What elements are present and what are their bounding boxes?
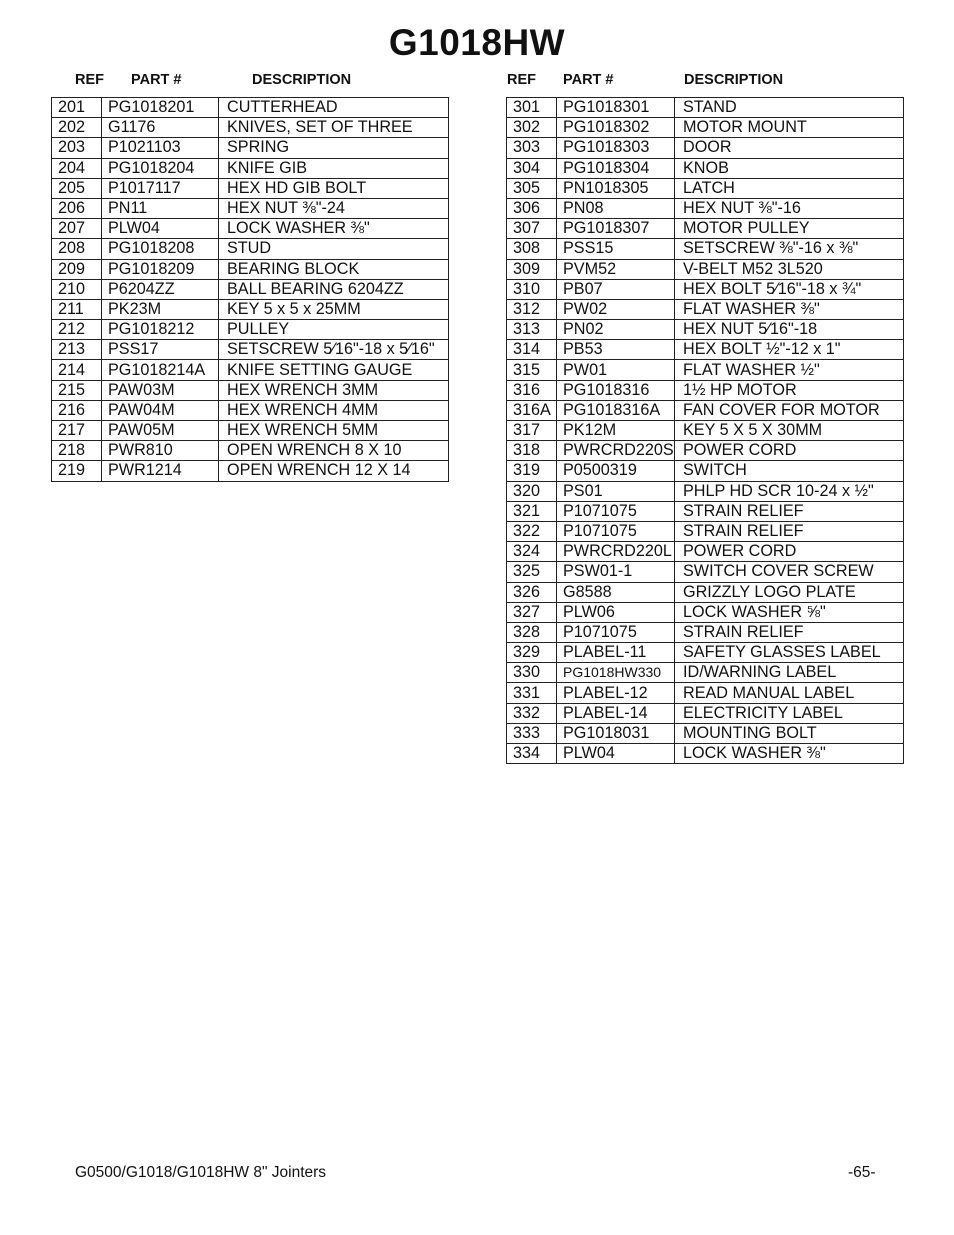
table-row	[507, 461, 904, 481]
part-number-cell: PAW03M	[102, 380, 219, 400]
description-cell: STRAIN RELIEF	[675, 521, 904, 541]
ref-cell: 334	[507, 744, 557, 764]
ref-cell: 316	[507, 380, 557, 400]
description-cell: KEY 5 x 5 x 25MM	[219, 299, 449, 319]
ref-cell: 216	[52, 400, 102, 420]
ref-cell: 312	[507, 299, 557, 319]
footer-manual-title: G0500/G1018/G1018HW 8" Jointers	[75, 1164, 327, 1181]
part-header: PART #	[131, 72, 182, 88]
part-number-cell: P6204ZZ	[102, 279, 219, 299]
description-cell: LOCK WASHER ⅜"	[675, 744, 904, 764]
table-row	[52, 441, 449, 461]
ref-cell: 215	[52, 380, 102, 400]
part-number-cell: PWR1214	[102, 461, 219, 481]
ref-cell: 317	[507, 421, 557, 441]
description-cell: POWER CORD	[675, 441, 904, 461]
part-number-cell: PG1018307	[557, 219, 675, 239]
ref-cell: 219	[52, 461, 102, 481]
part-number-cell: PK23M	[102, 299, 219, 319]
ref-header: REF	[75, 72, 104, 88]
table-row	[507, 259, 904, 279]
part-number-cell: PG1018212	[102, 320, 219, 340]
ref-cell: 322	[507, 521, 557, 541]
table-row	[507, 643, 904, 663]
description-cell: FAN COVER FOR MOTOR	[675, 400, 904, 420]
description-cell: POWER CORD	[675, 542, 904, 562]
part-number-cell: P1021103	[102, 138, 219, 158]
description-cell: OPEN WRENCH 8 X 10	[219, 441, 449, 461]
table-row	[507, 198, 904, 218]
part-number-cell: PG1018201	[102, 98, 219, 118]
description-cell: 1½ HP MOTOR	[675, 380, 904, 400]
table-row	[507, 340, 904, 360]
table-row	[52, 320, 449, 340]
part-number-cell: PLABEL-11	[557, 643, 675, 663]
ref-cell: 308	[507, 239, 557, 259]
part-number-cell: PG1018031	[557, 723, 675, 743]
description-cell: HEX WRENCH 5MM	[219, 421, 449, 441]
ref-cell: 318	[507, 441, 557, 461]
description-cell: KNOB	[675, 158, 904, 178]
table-row	[507, 441, 904, 461]
description-cell: READ MANUAL LABEL	[675, 683, 904, 703]
ref-cell: 326	[507, 582, 557, 602]
description-cell: SAFETY GLASSES LABEL	[675, 643, 904, 663]
ref-cell: 319	[507, 461, 557, 481]
description-cell: ID/WARNING LABEL	[675, 663, 904, 683]
description-cell: HEX NUT ⅜"-16	[675, 198, 904, 218]
ref-cell: 217	[52, 421, 102, 441]
table-row	[507, 118, 904, 138]
description-cell: FLAT WASHER ½"	[675, 360, 904, 380]
part-number-cell: PWRCRD220S	[557, 441, 675, 461]
part-number-cell: PG1018316	[557, 380, 675, 400]
description-cell: SWITCH	[675, 461, 904, 481]
table-row	[52, 198, 449, 218]
description-cell: HEX NUT 5⁄16"-18	[675, 320, 904, 340]
ref-cell: 303	[507, 138, 557, 158]
part-number-cell: G8588	[557, 582, 675, 602]
ref-cell: 302	[507, 118, 557, 138]
table-row	[507, 683, 904, 703]
table-row	[507, 501, 904, 521]
table-row	[507, 602, 904, 622]
ref-header: REF	[507, 72, 536, 88]
ref-cell: 314	[507, 340, 557, 360]
ref-cell: 207	[52, 219, 102, 239]
part-number-cell: PG1018HW330	[557, 663, 675, 683]
table-row	[52, 259, 449, 279]
part-number-cell: PWRCRD220L	[557, 542, 675, 562]
ref-cell: 313	[507, 320, 557, 340]
table-row	[507, 98, 904, 118]
table-row	[507, 400, 904, 420]
ref-cell: 202	[52, 118, 102, 138]
table-row	[507, 299, 904, 319]
part-number-cell: PLW06	[557, 602, 675, 622]
table-row	[507, 360, 904, 380]
ref-cell: 208	[52, 239, 102, 259]
part-number-cell: PW01	[557, 360, 675, 380]
description-cell: V-BELT M52 3L520	[675, 259, 904, 279]
description-cell: GRIZZLY LOGO PLATE	[675, 582, 904, 602]
description-cell: LOCK WASHER ⅜"	[219, 219, 449, 239]
part-number-cell: PG1018214A	[102, 360, 219, 380]
ref-cell: 310	[507, 279, 557, 299]
ref-cell: 328	[507, 622, 557, 642]
part-number-cell: PG1018316A	[557, 400, 675, 420]
description-cell: KNIVES, SET OF THREE	[219, 118, 449, 138]
part-number-cell: PLABEL-14	[557, 703, 675, 723]
table-row	[52, 98, 449, 118]
part-number-cell: P1071075	[557, 521, 675, 541]
table-row	[52, 340, 449, 360]
description-cell: HEX BOLT 5⁄16"-18 x ¾"	[675, 279, 904, 299]
ref-cell: 307	[507, 219, 557, 239]
part-header: PART #	[563, 72, 614, 88]
part-number-cell: PN02	[557, 320, 675, 340]
table-row	[507, 219, 904, 239]
ref-cell: 213	[52, 340, 102, 360]
table-row	[507, 239, 904, 259]
table-row	[507, 622, 904, 642]
table-row	[507, 178, 904, 198]
description-cell: HEX WRENCH 3MM	[219, 380, 449, 400]
part-number-cell: PN11	[102, 198, 219, 218]
part-number-cell: PG1018204	[102, 158, 219, 178]
part-number-cell: PG1018208	[102, 239, 219, 259]
description-header: DESCRIPTION	[684, 72, 784, 88]
ref-cell: 315	[507, 360, 557, 380]
part-number-cell: PK12M	[557, 421, 675, 441]
part-number-cell: PB07	[557, 279, 675, 299]
table-row	[507, 481, 904, 501]
table-row	[52, 158, 449, 178]
table-row	[52, 360, 449, 380]
part-number-cell: PG1018304	[557, 158, 675, 178]
part-number-cell: PS01	[557, 481, 675, 501]
description-cell: KNIFE GIB	[219, 158, 449, 178]
part-number-cell: PSS15	[557, 239, 675, 259]
ref-cell: 204	[52, 158, 102, 178]
table-row	[507, 279, 904, 299]
table-row	[507, 158, 904, 178]
part-number-cell: PB53	[557, 340, 675, 360]
table-row	[507, 703, 904, 723]
description-cell: OPEN WRENCH 12 X 14	[219, 461, 449, 481]
part-number-cell: P1017117	[102, 178, 219, 198]
description-cell: LATCH	[675, 178, 904, 198]
ref-cell: 301	[507, 98, 557, 118]
ref-cell: 203	[52, 138, 102, 158]
description-cell: STRAIN RELIEF	[675, 501, 904, 521]
ref-cell: 305	[507, 178, 557, 198]
footer-page-number: -65-	[848, 1164, 876, 1181]
table-row	[507, 320, 904, 340]
description-cell: MOTOR MOUNT	[675, 118, 904, 138]
ref-cell: 329	[507, 643, 557, 663]
description-cell: SWITCH COVER SCREW	[675, 562, 904, 582]
table-row	[507, 542, 904, 562]
part-number-cell: P1071075	[557, 622, 675, 642]
description-cell: MOUNTING BOLT	[675, 723, 904, 743]
ref-cell: 304	[507, 158, 557, 178]
description-cell: SPRING	[219, 138, 449, 158]
table-row	[52, 178, 449, 198]
table-row	[507, 582, 904, 602]
description-cell: BEARING BLOCK	[219, 259, 449, 279]
description-cell: HEX HD GIB BOLT	[219, 178, 449, 198]
description-cell: HEX NUT ⅜"-24	[219, 198, 449, 218]
description-cell: STRAIN RELIEF	[675, 622, 904, 642]
part-number-cell: PLW04	[102, 219, 219, 239]
ref-cell: 211	[52, 299, 102, 319]
part-number-cell: PSW01-1	[557, 562, 675, 582]
table-row	[52, 239, 449, 259]
ref-cell: 210	[52, 279, 102, 299]
description-cell: ELECTRICITY LABEL	[675, 703, 904, 723]
part-number-cell: PW02	[557, 299, 675, 319]
part-number-cell: PN08	[557, 198, 675, 218]
parts-table-body	[507, 98, 904, 764]
ref-cell: 209	[52, 259, 102, 279]
ref-cell: 206	[52, 198, 102, 218]
ref-cell: 333	[507, 723, 557, 743]
part-number-cell: PG1018302	[557, 118, 675, 138]
description-cell: LOCK WASHER ⅝"	[675, 602, 904, 622]
table-row	[52, 219, 449, 239]
description-cell: STUD	[219, 239, 449, 259]
ref-cell: 327	[507, 602, 557, 622]
table-row	[507, 744, 904, 764]
ref-cell: 331	[507, 683, 557, 703]
ref-cell: 214	[52, 360, 102, 380]
part-number-cell: PLABEL-12	[557, 683, 675, 703]
table-row	[507, 521, 904, 541]
description-cell: PULLEY	[219, 320, 449, 340]
parts-table-left	[51, 97, 449, 482]
part-number-cell: PG1018209	[102, 259, 219, 279]
part-number-cell: P0500319	[557, 461, 675, 481]
table-row	[52, 421, 449, 441]
part-number-cell: PG1018303	[557, 138, 675, 158]
part-number-cell: PWR810	[102, 441, 219, 461]
ref-cell: 330	[507, 663, 557, 683]
part-number-cell: PG1018301	[557, 98, 675, 118]
description-cell: STAND	[675, 98, 904, 118]
ref-cell: 332	[507, 703, 557, 723]
part-number-cell: PAW04M	[102, 400, 219, 420]
description-cell: FLAT WASHER ⅜"	[675, 299, 904, 319]
description-cell: HEX BOLT ½"-12 x 1"	[675, 340, 904, 360]
table-row	[507, 663, 904, 683]
ref-cell: 321	[507, 501, 557, 521]
description-cell: CUTTERHEAD	[219, 98, 449, 118]
description-cell: DOOR	[675, 138, 904, 158]
table-row	[507, 723, 904, 743]
description-cell: KEY 5 X 5 X 30MM	[675, 421, 904, 441]
ref-cell: 218	[52, 441, 102, 461]
description-header: DESCRIPTION	[252, 72, 352, 88]
table-row	[52, 279, 449, 299]
table-row	[52, 400, 449, 420]
parts-table-right	[506, 97, 904, 764]
description-cell: SETSCREW ⅜"-16 x ⅜"	[675, 239, 904, 259]
table-row	[507, 380, 904, 400]
ref-cell: 316A	[507, 400, 557, 420]
table-row	[52, 461, 449, 481]
ref-cell: 212	[52, 320, 102, 340]
description-cell: KNIFE SETTING GAUGE	[219, 360, 449, 380]
ref-cell: 325	[507, 562, 557, 582]
ref-cell: 320	[507, 481, 557, 501]
part-number-cell: PSS17	[102, 340, 219, 360]
ref-cell: 309	[507, 259, 557, 279]
description-cell: MOTOR PULLEY	[675, 219, 904, 239]
table-row	[52, 118, 449, 138]
table-row	[52, 380, 449, 400]
table-row	[507, 562, 904, 582]
ref-cell: 306	[507, 198, 557, 218]
page-title: G1018HW	[388, 22, 566, 63]
part-number-cell: PN1018305	[557, 178, 675, 198]
ref-cell: 205	[52, 178, 102, 198]
part-number-cell: G1176	[102, 118, 219, 138]
table-row	[507, 138, 904, 158]
part-number-cell: PVM52	[557, 259, 675, 279]
description-cell: BALL BEARING 6204ZZ	[219, 279, 449, 299]
table-row	[52, 138, 449, 158]
table-row	[52, 299, 449, 319]
table-row	[507, 421, 904, 441]
description-cell: HEX WRENCH 4MM	[219, 400, 449, 420]
part-number-cell: PAW05M	[102, 421, 219, 441]
parts-table-body	[52, 98, 449, 482]
description-cell: SETSCREW 5⁄16"-18 x 5⁄16"	[219, 340, 449, 360]
ref-cell: 324	[507, 542, 557, 562]
part-number-cell: P1071075	[557, 501, 675, 521]
part-number-cell: PLW04	[557, 744, 675, 764]
description-cell: PHLP HD SCR 10-24 x ½"	[675, 481, 904, 501]
ref-cell: 201	[52, 98, 102, 118]
